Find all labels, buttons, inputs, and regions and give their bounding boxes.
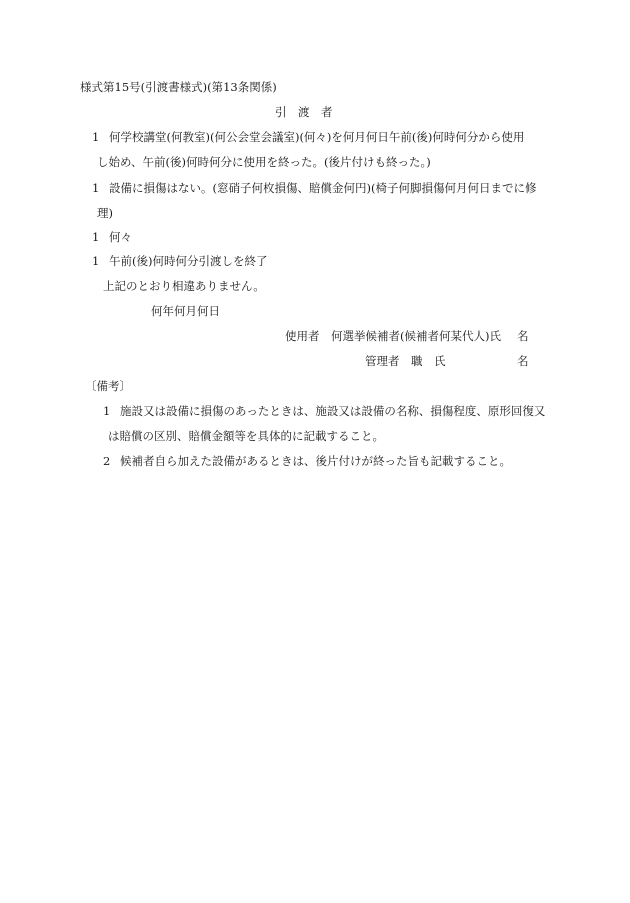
item-2-line-2: 理) bbox=[97, 206, 113, 220]
item-1-number: 1 bbox=[92, 130, 100, 144]
manager-signature-line: 管理者 職 氏 bbox=[365, 354, 446, 368]
note-1-line-2: は賠償の区別、賠償金額等を具体的に記載すること。 bbox=[108, 429, 384, 443]
date-line: 何年何月何日 bbox=[151, 304, 220, 318]
item-1-line-1: 何学校講堂(何教室)(何公会堂会議室)(何々)を何月何日午前(後)何時何分から使用 bbox=[109, 130, 525, 144]
note-1-number: 1 bbox=[103, 404, 111, 418]
item-2-number: 1 bbox=[92, 181, 100, 195]
note-2-number: 2 bbox=[103, 454, 111, 468]
item-3-number: 1 bbox=[92, 230, 100, 244]
item-1-line-2: し始め、午前(後)何時何分に使用を終った。(後片付けも終った。) bbox=[97, 155, 431, 169]
note-2-line-1: 候補者自ら加えた設備があるときは、後片付けが終った旨も記載すること。 bbox=[120, 454, 511, 468]
user-name-suffix: 名 bbox=[517, 329, 529, 343]
item-2-line-1: 設備に損傷はない。(窓硝子何枚損傷、賠償金何円)(椅子何脚損傷何月何日までに修 bbox=[109, 181, 537, 195]
item-4-line-1: 午前(後)何時何分引渡しを終了 bbox=[109, 254, 268, 268]
item-4-number: 1 bbox=[92, 254, 100, 268]
manager-name-suffix: 名 bbox=[517, 354, 529, 368]
note-1-line-1: 施設又は設備に損傷のあったときは、施設又は設備の名称、損傷程度、原形回復又 bbox=[120, 404, 546, 418]
user-signature-line: 使用者 何選挙候補者(候補者何某代人)氏 bbox=[285, 329, 501, 343]
notes-heading: 〔備考〕 bbox=[85, 379, 131, 393]
item-3-line-1: 何々 bbox=[109, 230, 132, 244]
document-title: 引 渡 者 bbox=[275, 105, 333, 119]
form-header: 様式第15号(引渡書様式)(第13条関係) bbox=[80, 80, 277, 94]
confirmation-text: 上記のとおり相違ありません。 bbox=[103, 279, 265, 293]
